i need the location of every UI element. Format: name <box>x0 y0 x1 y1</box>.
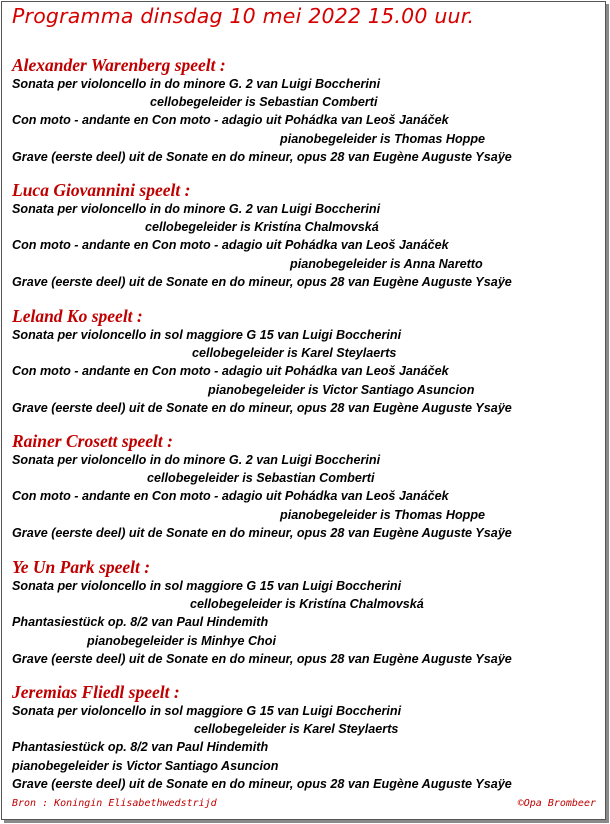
piece-line: Sonata per violoncello in do minore G. 2 van Luigi Boccherini <box>12 453 381 467</box>
performer-section <box>12 306 604 417</box>
piece-line: Grave (eerste deel) uit de Sonate en do mineur, opus 28 van Eugène Auguste Ysaÿe <box>12 274 512 289</box>
performer-name: Luca Giovannini speelt : <box>12 180 191 200</box>
accompanist-line: pianobegeleider is Victor Santiago Asuncion <box>208 382 475 397</box>
piece-line: Phantasiestück op. 8/2 van Paul Hindemith <box>12 740 269 755</box>
piece-line: Sonata per violoncello in sol maggiore G 15 van Luigi Boccherini <box>12 579 402 593</box>
accompanist-line: cellobegeleider is Kristína Chalmovská <box>190 597 424 612</box>
piece-line: Con moto - andante en Con moto - adagio uit Pohádka van Leoš Janáček <box>12 364 449 379</box>
accompanist-line: pianobegeleider is Thomas Hoppe <box>280 131 486 146</box>
piece-line: Sonata per violoncello in do minore G. 2 van Luigi Boccherini <box>12 202 381 216</box>
accompanist-line: pianobegeleider is Thomas Hoppe <box>280 507 486 522</box>
author-credit: ©Opa Brombeer <box>517 798 596 809</box>
performer-name: Rainer Crosett speelt : <box>12 431 173 451</box>
performer-section <box>12 431 604 542</box>
piece-line: Con moto - andante en Con moto - adagio uit Pohádka van Leoš Janáček <box>12 113 449 128</box>
accompanist-line: pianobegeleider is Anna Naretto <box>290 256 483 271</box>
piece-line: Con moto - andante en Con moto - adagio uit Pohádka van Leoš Janáček <box>12 238 449 253</box>
performer-section <box>12 682 604 793</box>
accompanist-line: cellobegeleider is Karel Steylaerts <box>194 722 399 737</box>
piece-line: Grave (eerste deel) uit de Sonate en do mineur, opus 28 van Eugène Auguste Ysaÿe <box>12 776 512 791</box>
accompanist-line: cellobegeleider is Karel Steylaerts <box>192 346 397 361</box>
piece-line: Sonata per violoncello in sol maggiore G 15 van Luigi Boccherini <box>12 328 402 342</box>
piece-line: Grave (eerste deel) uit de Sonate en do mineur, opus 28 van Eugène Auguste Ysaÿe <box>12 149 512 164</box>
accompanist-line: pianobegeleider is Victor Santiago Asuncion <box>12 758 279 773</box>
performer-name: Ye Un Park speelt : <box>12 557 151 577</box>
piece-line: Grave (eerste deel) uit de Sonate en do mineur, opus 28 van Eugène Auguste Ysaÿe <box>12 525 512 540</box>
accompanist-line: pianobegeleider is Minhye Choi <box>87 633 276 648</box>
page-title: Programma dinsdag 10 mei 2022 15.00 uur. <box>12 4 475 28</box>
performer-name: Leland Ko speelt : <box>12 306 143 326</box>
piece-line: Sonata per violoncello in do minore G. 2 van Luigi Boccherini <box>12 77 381 91</box>
performer-section <box>12 180 604 291</box>
performer-section <box>12 55 604 166</box>
accompanist-line: cellobegeleider is Sebastian Comberti <box>147 471 375 486</box>
piece-line: Con moto - andante en Con moto - adagio uit Pohádka van Leoš Janáček <box>12 489 449 504</box>
piece-line: Phantasiestück op. 8/2 van Paul Hindemith <box>12 615 269 630</box>
piece-line: Grave (eerste deel) uit de Sonate en do mineur, opus 28 van Eugène Auguste Ysaÿe <box>12 651 512 666</box>
piece-line: Grave (eerste deel) uit de Sonate en do mineur, opus 28 van Eugène Auguste Ysaÿe <box>12 400 512 415</box>
source-credit: Bron : Koningin Elisabethwedstrijd <box>12 798 217 809</box>
piece-line: Sonata per violoncello in sol maggiore G 15 van Luigi Boccherini <box>12 704 402 718</box>
performer-name: Alexander Warenberg speelt : <box>12 55 226 75</box>
accompanist-line: cellobegeleider is Kristína Chalmovská <box>145 220 379 235</box>
performer-section <box>12 557 604 668</box>
accompanist-line: cellobegeleider is Sebastian Comberti <box>150 95 378 110</box>
performer-name: Jeremias Fliedl speelt : <box>12 682 180 702</box>
